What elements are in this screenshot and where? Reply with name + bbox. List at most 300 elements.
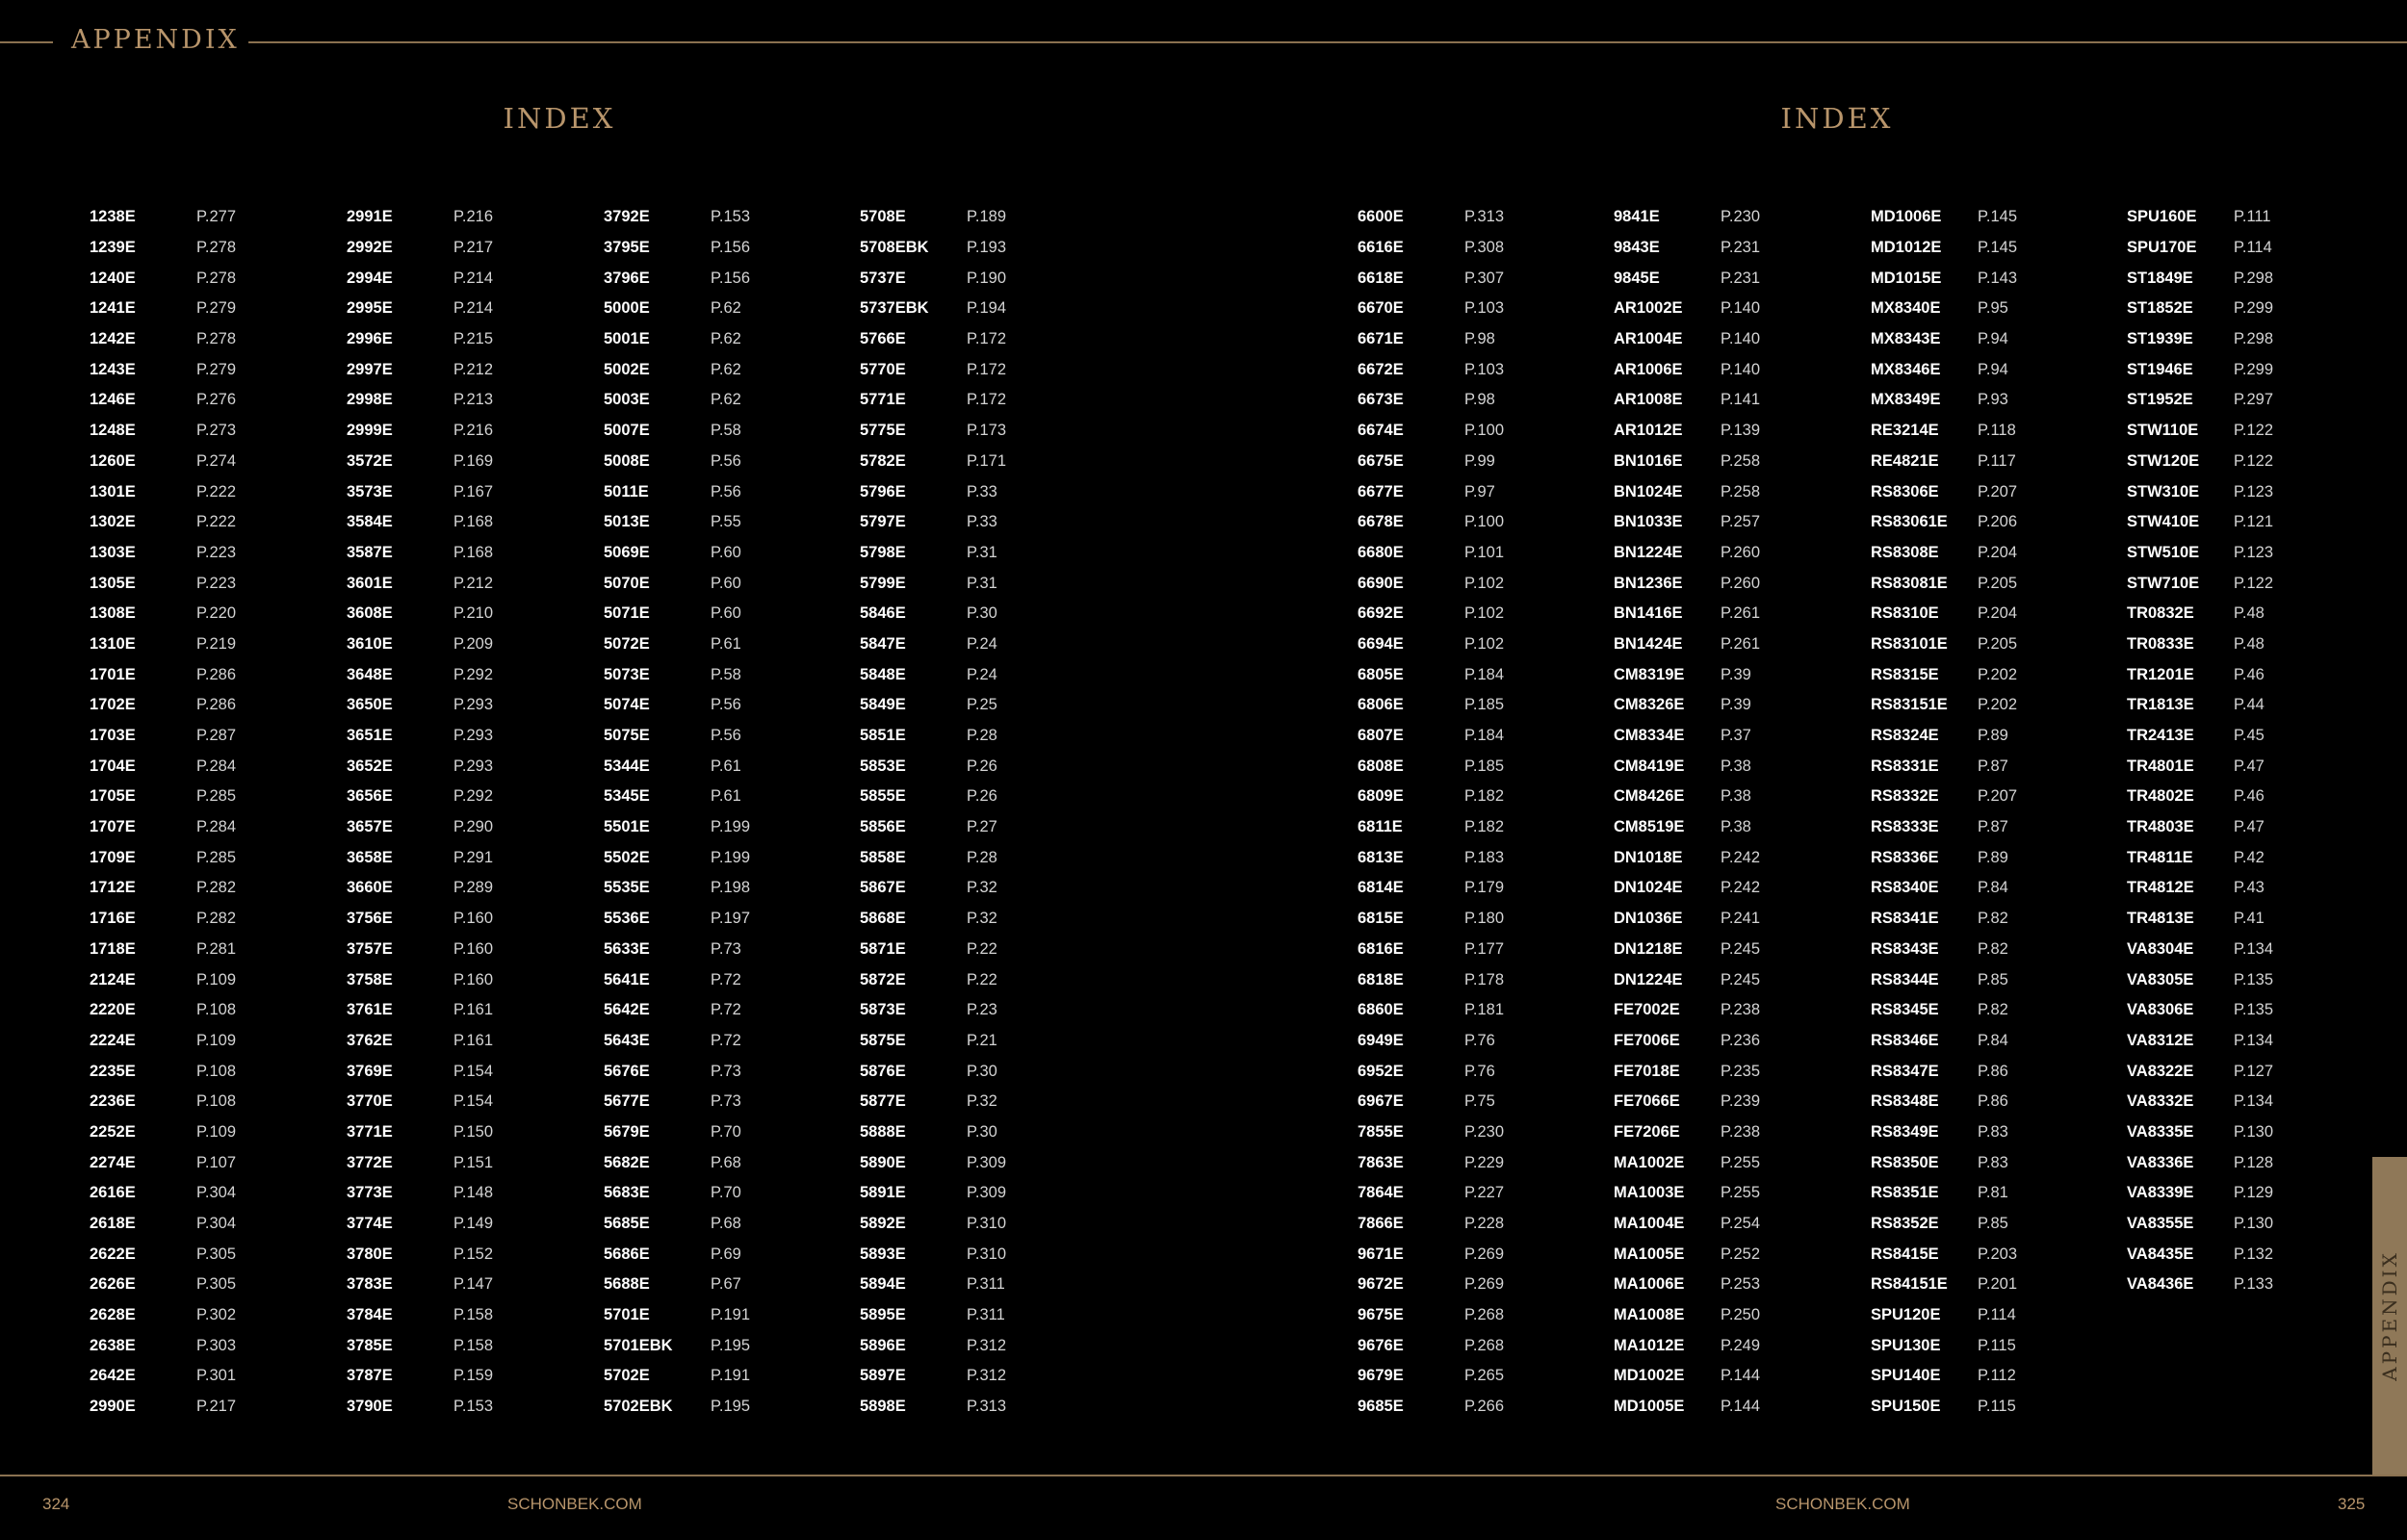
page-reference: P.180: [1464, 910, 1504, 928]
page-reference: P.168: [453, 543, 493, 561]
page-reference: P.305: [196, 1275, 236, 1294]
model-number: 3773E: [347, 1184, 393, 1202]
model-number: 2626E: [90, 1275, 136, 1294]
page-reference: P.230: [1721, 208, 1760, 226]
model-number: RS8308E: [1871, 543, 1939, 561]
page-reference: P.67: [711, 1275, 741, 1294]
model-number: 2992E: [347, 239, 393, 257]
model-number: RS83101E: [1871, 634, 1948, 653]
index-entry: [2127, 721, 2273, 752]
model-number: 2991E: [347, 208, 393, 226]
model-number: AR1012E: [1614, 422, 1683, 440]
page-reference: P.108: [196, 1092, 236, 1111]
index-entry: [1614, 1209, 1760, 1240]
index-entry: [1358, 263, 1504, 294]
model-number: 1308E: [90, 604, 136, 623]
index-entry: [347, 599, 493, 629]
page-reference: P.258: [1721, 482, 1760, 500]
model-number: 1716E: [90, 910, 136, 928]
model-number: 5688E: [604, 1275, 650, 1294]
model-number: 5072E: [604, 634, 650, 653]
model-number: BN1033E: [1614, 513, 1683, 531]
index-entry: [1871, 1178, 2017, 1209]
model-number: 5007E: [604, 422, 650, 440]
index-entry: [860, 659, 1006, 690]
page-reference: P.115: [1978, 1398, 2016, 1416]
index-entry: [860, 751, 1006, 782]
page-reference: P.130: [2234, 1215, 2273, 1233]
model-number: RE4821E: [1871, 451, 1939, 470]
page-reference: P.311: [967, 1306, 1005, 1324]
index-entry: [90, 1270, 236, 1300]
page-reference: P.87: [1978, 818, 2008, 836]
index-entry: [2127, 1270, 2273, 1300]
page-reference: P.82: [1978, 939, 2008, 958]
index-entry: [860, 1239, 1006, 1270]
page-reference: P.134: [2234, 1092, 2273, 1111]
model-number: DN1224E: [1614, 970, 1683, 988]
model-number: SPU140E: [1871, 1367, 1941, 1385]
model-number: TR4803E: [2127, 818, 2194, 836]
page-reference: P.214: [453, 299, 493, 318]
page-reference: P.38: [1721, 787, 1751, 806]
index-entry: [90, 1361, 236, 1392]
index-entry: [347, 964, 493, 995]
model-number: AR1004E: [1614, 330, 1683, 348]
index-entry: [604, 202, 750, 233]
page-reference: P.242: [1721, 879, 1760, 897]
index-entry: [90, 385, 236, 416]
index-entry: [604, 233, 750, 264]
model-number: VA8336E: [2127, 1153, 2194, 1171]
model-number: 2124E: [90, 970, 136, 988]
index-entry: [90, 690, 236, 721]
model-number: VA8355E: [2127, 1215, 2194, 1233]
page-reference: P.42: [2234, 848, 2265, 866]
page-reference: P.37: [1721, 727, 1751, 745]
index-entry: [1614, 812, 1760, 843]
index-entry: [860, 873, 1006, 904]
model-number: BN1236E: [1614, 574, 1683, 592]
model-number: RS83061E: [1871, 513, 1948, 531]
index-entry: [2127, 782, 2273, 812]
page-reference: P.24: [967, 665, 997, 683]
page-reference: P.195: [711, 1336, 750, 1354]
model-number: 2224E: [90, 1031, 136, 1049]
index-entry: [347, 354, 493, 385]
model-number: 1238E: [90, 208, 136, 226]
page-reference: P.61: [711, 757, 741, 775]
index-entry: [860, 447, 1006, 477]
index-entry: [1614, 1026, 1760, 1057]
model-number: MD1002E: [1614, 1367, 1685, 1385]
model-number: RS8415E: [1871, 1245, 1939, 1263]
page-reference: P.184: [1464, 727, 1504, 745]
model-number: 9679E: [1358, 1367, 1404, 1385]
page-reference: P.171: [967, 451, 1006, 470]
page-reference: P.229: [1464, 1153, 1504, 1171]
model-number: 1260E: [90, 451, 136, 470]
model-number: RS8336E: [1871, 848, 1939, 866]
index-entry: [2127, 324, 2273, 355]
page-reference: P.145: [1978, 208, 2017, 226]
model-number: 5872E: [860, 970, 906, 988]
model-number: 3770E: [347, 1092, 393, 1111]
index-entry: [90, 1239, 236, 1270]
index-entry: [90, 873, 236, 904]
index-entry: [1614, 751, 1760, 782]
model-number: 5771E: [860, 391, 906, 409]
model-number: 3584E: [347, 513, 393, 531]
page-reference: P.258: [1721, 451, 1760, 470]
page-reference: P.73: [711, 1062, 741, 1080]
model-number: 2990E: [90, 1398, 136, 1416]
index-entry: [1871, 1026, 2017, 1057]
model-number: 6694E: [1358, 634, 1404, 653]
page-reference: P.103: [1464, 299, 1504, 318]
page-reference: P.72: [711, 970, 741, 988]
index-entry: [90, 629, 236, 660]
model-number: DN1218E: [1614, 939, 1683, 958]
model-number: RS8332E: [1871, 787, 1939, 806]
index-entry: [347, 1056, 493, 1087]
page-reference: P.250: [1721, 1306, 1760, 1324]
page-reference: P.179: [1464, 879, 1504, 897]
index-entry: [860, 964, 1006, 995]
index-entry: [1614, 538, 1760, 569]
index-entry: [1358, 385, 1504, 416]
model-number: 3573E: [347, 482, 393, 500]
index-entry: [604, 842, 750, 873]
model-number: 5898E: [860, 1398, 906, 1416]
page-reference: P.278: [196, 330, 236, 348]
index-entry: [860, 812, 1006, 843]
model-number: MD1012E: [1871, 239, 1942, 257]
model-number: BN1024E: [1614, 482, 1683, 500]
page-reference: P.108: [196, 1062, 236, 1080]
model-number: 5642E: [604, 1001, 650, 1019]
index-entry: [860, 842, 1006, 873]
page-reference: P.238: [1721, 1122, 1760, 1141]
model-number: 3774E: [347, 1215, 393, 1233]
page-reference: P.172: [967, 360, 1006, 378]
index-entry: [604, 324, 750, 355]
model-number: RS8343E: [1871, 939, 1939, 958]
index-entry: [860, 1147, 1006, 1178]
page-reference: P.205: [1978, 574, 2017, 592]
index-entry: [1358, 1270, 1504, 1300]
model-number: RE3214E: [1871, 422, 1939, 440]
index-entry: [1871, 507, 2017, 538]
page-reference: P.239: [1721, 1092, 1760, 1111]
model-number: BN1416E: [1614, 604, 1683, 623]
index-entry: [1358, 873, 1504, 904]
model-number: MA1004E: [1614, 1215, 1685, 1233]
appendix-side-tab[interactable]: [2372, 1157, 2407, 1475]
page-reference: P.144: [1721, 1398, 1760, 1416]
index-entry: [2127, 1209, 2273, 1240]
page-reference: P.217: [453, 239, 493, 257]
page-reference: P.182: [1464, 818, 1504, 836]
side-tab-label: APPENDIX: [2378, 1250, 2401, 1381]
index-entry: [347, 690, 493, 721]
index-entry: [860, 538, 1006, 569]
page-reference: P.161: [453, 1031, 493, 1049]
model-number: 5070E: [604, 574, 650, 592]
index-entry: [1358, 476, 1504, 507]
model-number: 5643E: [604, 1031, 650, 1049]
index-entry: [1871, 1209, 2017, 1240]
page-reference: P.241: [1721, 910, 1760, 928]
index-entry: [604, 1056, 750, 1087]
page-reference: P.25: [967, 696, 997, 714]
model-number: 6671E: [1358, 330, 1404, 348]
model-number: 1301E: [90, 482, 136, 500]
model-number: 9685E: [1358, 1398, 1404, 1416]
page-reference: P.204: [1978, 604, 2017, 623]
page-reference: P.140: [1721, 299, 1760, 318]
page-reference: P.107: [196, 1153, 236, 1171]
index-entry: [1614, 324, 1760, 355]
index-entry: [347, 568, 493, 599]
page-reference: P.127: [2234, 1062, 2273, 1080]
index-entry: [2127, 233, 2273, 264]
model-number: 5873E: [860, 1001, 906, 1019]
index-column: [1614, 202, 1760, 1423]
page-reference: P.22: [967, 970, 997, 988]
right-index-title: INDEX: [1780, 102, 1894, 135]
model-number: 2616E: [90, 1184, 136, 1202]
index-entry: [860, 1330, 1006, 1361]
index-entry: [604, 904, 750, 935]
index-entry: [1358, 1026, 1504, 1057]
model-number: 5856E: [860, 818, 906, 836]
model-number: 2628E: [90, 1306, 136, 1324]
model-number: 5775E: [860, 422, 906, 440]
model-number: 3796E: [604, 269, 650, 287]
header-rule-right: [248, 41, 2407, 43]
page-reference: P.182: [1464, 787, 1504, 806]
model-number: MD1015E: [1871, 269, 1942, 287]
model-number: 5013E: [604, 513, 650, 531]
model-number: BN1424E: [1614, 634, 1683, 653]
page-reference: P.260: [1721, 574, 1760, 592]
page-reference: P.102: [1464, 574, 1504, 592]
page-reference: P.219: [196, 634, 236, 653]
page-reference: P.55: [711, 513, 741, 531]
model-number: 1303E: [90, 543, 136, 561]
index-entry: [604, 629, 750, 660]
model-number: 6813E: [1358, 848, 1404, 866]
page-reference: P.33: [967, 482, 997, 500]
page-reference: P.216: [453, 422, 493, 440]
page-reference: P.61: [711, 787, 741, 806]
page-reference: P.279: [196, 360, 236, 378]
page-reference: P.47: [2234, 818, 2265, 836]
index-entry: [604, 812, 750, 843]
model-number: ST1946E: [2127, 360, 2193, 378]
index-entry: [90, 599, 236, 629]
model-number: VA8305E: [2127, 970, 2194, 988]
model-number: STW710E: [2127, 574, 2200, 592]
model-number: 2618E: [90, 1215, 136, 1233]
page-reference: P.231: [1721, 239, 1760, 257]
index-entry: [1358, 1087, 1504, 1117]
page-reference: P.38: [1721, 757, 1751, 775]
model-number: MA1002E: [1614, 1153, 1685, 1171]
model-number: 2638E: [90, 1336, 136, 1354]
page-reference: P.122: [2234, 422, 2273, 440]
model-number: 6814E: [1358, 879, 1404, 897]
model-number: 5702EBK: [604, 1398, 673, 1416]
page-reference: P.56: [711, 727, 741, 745]
page-reference: P.97: [1464, 482, 1495, 500]
page-reference: P.254: [1721, 1215, 1760, 1233]
model-number: 6675E: [1358, 451, 1404, 470]
index-entry: [604, 1330, 750, 1361]
model-number: 1240E: [90, 269, 136, 287]
page-reference: P.153: [453, 1398, 493, 1416]
page-reference: P.84: [1978, 1031, 2008, 1049]
page-reference: P.284: [196, 757, 236, 775]
index-entry: [1871, 202, 2017, 233]
index-entry: [1358, 904, 1504, 935]
page-reference: P.206: [1978, 513, 2017, 531]
index-entry: [1871, 1147, 2017, 1178]
model-number: 3658E: [347, 848, 393, 866]
index-entry: [2127, 385, 2273, 416]
model-number: RS8351E: [1871, 1184, 1939, 1202]
model-number: DN1024E: [1614, 879, 1683, 897]
model-number: TR4811E: [2127, 848, 2193, 866]
page-reference: P.161: [453, 1001, 493, 1019]
page-reference: P.56: [711, 696, 741, 714]
page-reference: P.213: [453, 391, 493, 409]
model-number: RS8331E: [1871, 757, 1939, 775]
page-reference: P.202: [1978, 665, 2017, 683]
index-entry: [347, 812, 493, 843]
page-reference: P.197: [711, 910, 750, 928]
model-number: 1246E: [90, 391, 136, 409]
index-entry: [1871, 1392, 2017, 1423]
index-entry: [347, 751, 493, 782]
page-reference: P.242: [1721, 848, 1760, 866]
model-number: 5074E: [604, 696, 650, 714]
model-number: SPU170E: [2127, 239, 2197, 257]
model-number: MX8343E: [1871, 330, 1941, 348]
model-number: 3657E: [347, 818, 393, 836]
model-number: 6806E: [1358, 696, 1404, 714]
model-number: 5877E: [860, 1092, 906, 1111]
page-reference: P.118: [1978, 422, 2016, 440]
page-reference: P.134: [2234, 1031, 2273, 1049]
model-number: 6692E: [1358, 604, 1404, 623]
index-entry: [860, 935, 1006, 965]
index-entry: [90, 1300, 236, 1331]
index-entry: [1614, 721, 1760, 752]
page-reference: P.302: [196, 1306, 236, 1324]
index-entry: [860, 1361, 1006, 1392]
model-number: 2999E: [347, 422, 393, 440]
index-entry: [347, 324, 493, 355]
model-number: 5770E: [860, 360, 906, 378]
page-reference: P.172: [967, 330, 1006, 348]
index-entry: [347, 1330, 493, 1361]
page-reference: P.93: [1978, 391, 2008, 409]
page-reference: P.153: [711, 208, 750, 226]
model-number: 6690E: [1358, 574, 1404, 592]
model-number: MA1006E: [1614, 1275, 1685, 1294]
index-entry: [90, 294, 236, 324]
model-number: 6818E: [1358, 970, 1404, 988]
index-entry: [1614, 659, 1760, 690]
model-number: 5890E: [860, 1153, 906, 1171]
index-entry: [2127, 1087, 2273, 1117]
model-number: 1239E: [90, 239, 136, 257]
page-reference: P.268: [1464, 1306, 1504, 1324]
index-entry: [860, 995, 1006, 1026]
model-number: 5536E: [604, 910, 650, 928]
index-entry: [604, 447, 750, 477]
model-number: 6673E: [1358, 391, 1404, 409]
page-reference: P.205: [1978, 634, 2017, 653]
index-entry: [1358, 1300, 1504, 1331]
index-entry: [347, 721, 493, 752]
page-reference: P.151: [453, 1153, 493, 1171]
index-entry: [1358, 995, 1504, 1026]
model-number: RS84151E: [1871, 1275, 1948, 1294]
index-entry: [1358, 294, 1504, 324]
page-reference: P.265: [1464, 1367, 1504, 1385]
index-entry: [1358, 1392, 1504, 1423]
index-entry: [347, 1026, 493, 1057]
page-reference: P.282: [196, 879, 236, 897]
model-number: 5702E: [604, 1367, 650, 1385]
page-reference: P.230: [1464, 1122, 1504, 1141]
model-number: 6815E: [1358, 910, 1404, 928]
index-entry: [90, 1209, 236, 1240]
page-reference: P.261: [1721, 634, 1760, 653]
model-number: TR4813E: [2127, 910, 2194, 928]
index-entry: [604, 1087, 750, 1117]
page-reference: P.160: [453, 939, 493, 958]
index-entry: [2127, 568, 2273, 599]
index-entry: [860, 263, 1006, 294]
model-number: STW510E: [2127, 543, 2200, 561]
page-reference: P.199: [711, 818, 750, 836]
index-entry: [1614, 202, 1760, 233]
page-reference: P.297: [2234, 391, 2273, 409]
index-entry: [604, 1270, 750, 1300]
page-reference: P.154: [453, 1092, 493, 1111]
page-reference: P.238: [1721, 1001, 1760, 1019]
index-entry: [860, 294, 1006, 324]
page-reference: P.121: [2234, 513, 2273, 531]
page-reference: P.33: [967, 513, 997, 531]
page-reference: P.129: [2234, 1184, 2273, 1202]
page-reference: P.212: [453, 574, 493, 592]
page-reference: P.198: [711, 879, 750, 897]
model-number: 9675E: [1358, 1306, 1404, 1324]
model-number: 1709E: [90, 848, 136, 866]
index-entry: [1358, 1330, 1504, 1361]
page-reference: P.158: [453, 1336, 493, 1354]
index-entry: [1614, 599, 1760, 629]
model-number: 2997E: [347, 360, 393, 378]
model-number: 3787E: [347, 1367, 393, 1385]
page-reference: P.191: [711, 1306, 750, 1324]
model-number: ST1939E: [2127, 330, 2193, 348]
